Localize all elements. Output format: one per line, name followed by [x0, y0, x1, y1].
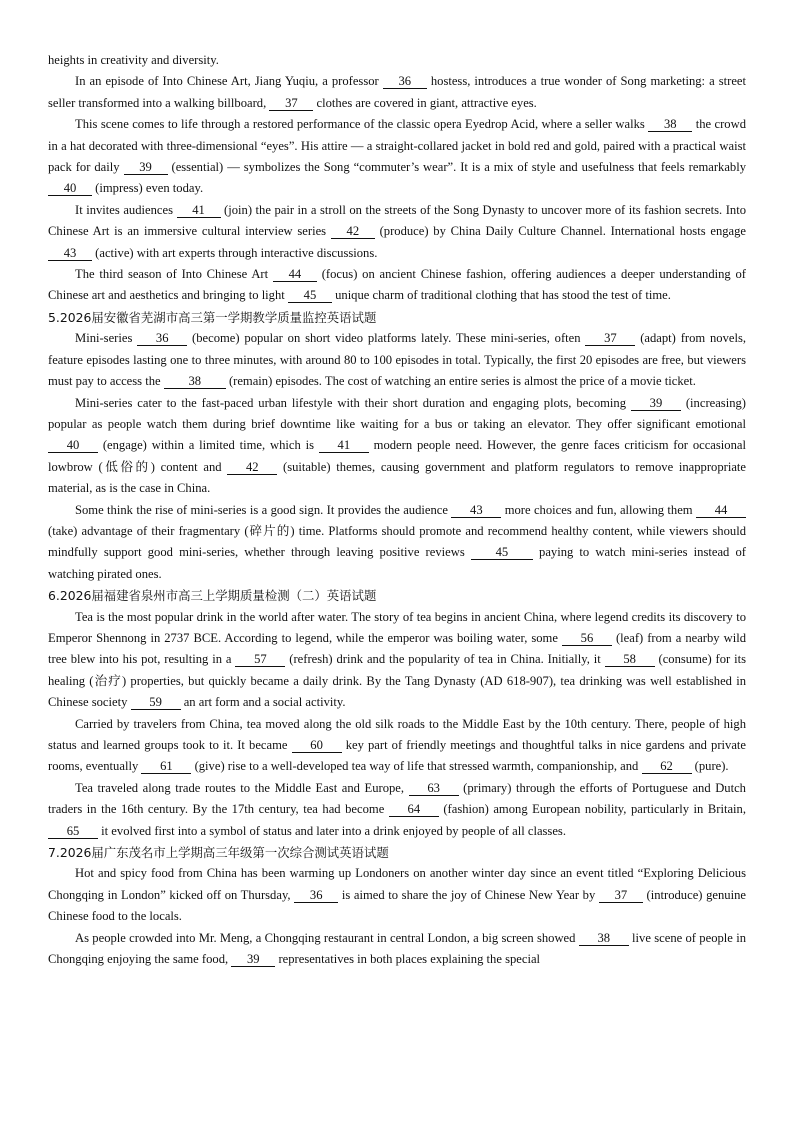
- sentence: more choices and fun, allowing them: [504, 502, 693, 517]
- blank-37: 37: [585, 331, 635, 346]
- sentence: (increasing) popular as people watch them during brief downtime like waiting for a bus or taking an elevator. They offer significant emotional: [48, 395, 746, 431]
- blank-43: 43: [451, 503, 501, 518]
- sentence: Tea is the most popular drink in the world after water. The story of tea begins in ancient China, where legend credits its discovery to Emperor Shennong in 2737 BCE. According to legend, while the emperor was boiling water, some: [48, 609, 746, 645]
- blank-59: 59: [131, 695, 181, 710]
- blank-38: 38: [164, 374, 226, 389]
- blank-43: 43: [48, 246, 92, 261]
- sentence: Mini-series cater to the fast-paced urban lifestyle with their short duration and engaging plots, becoming: [75, 395, 627, 410]
- sentence: (essential) — symbolizes the Song “commuter’s wear”. It is a mix of style and usefulness that feels remarkably: [171, 160, 746, 175]
- sentence: it evolved first into a symbol of status and later into a drink enjoyed by people of all classes.: [101, 823, 566, 838]
- sentence: (focus) on ancient Chinese fashion, offering audiences a deeper understanding of Chinese art and aesthetics and bringing to light: [48, 267, 746, 303]
- intro-tail: [48, 50, 746, 71]
- sentence: representatives in both places explaining the special: [278, 952, 541, 967]
- blank-41: 41: [177, 203, 221, 218]
- blank-37: 37: [269, 96, 313, 111]
- passage7-paragraph-2: [48, 928, 746, 971]
- passage6-paragraph-2: [48, 714, 746, 778]
- blank-45: 45: [471, 545, 533, 560]
- passage5-paragraph-2: [48, 393, 746, 500]
- sentence: unique charm of traditional clothing that has stood the test of time.: [335, 288, 671, 303]
- sentence: Mini-series: [75, 331, 133, 346]
- sentence: (impress) even today.: [95, 181, 204, 196]
- blank-62: 62: [642, 759, 692, 774]
- sentence: (refresh) drink and the popularity of tea in China. Initially, it: [289, 652, 601, 667]
- blank-60: 60: [292, 738, 342, 753]
- blank-45: 45: [288, 288, 332, 303]
- sentence: (leaf) from a nearby wild tree blew into his pot, resulting in a: [48, 630, 746, 667]
- blank-38: 38: [579, 931, 629, 946]
- sentence: the crowd in a hat decorated with three-dimensional “eyes”. His attire — a straight-collared jacket in bold red and gold, paired with a practical waist pack for daily: [48, 117, 746, 175]
- passage7-paragraph-1: [48, 863, 746, 927]
- sentence: (remain) episodes. The cost of watching an entire series is almost the price of a movie ticket.: [228, 374, 696, 389]
- passage5-heading: 5.2026届安徽省芜湖市高三第一学期教学质量监控英语试题: [48, 309, 377, 325]
- blank-40: 40: [48, 181, 92, 196]
- blank-57: 57: [235, 652, 285, 667]
- passage6-paragraph-3: [48, 778, 746, 842]
- sentence: is aimed to share the joy of Chinese New Year by: [341, 887, 596, 902]
- sentence: modern people need. However, the genre faces criticism for occasional lowbrow (低俗的) content and: [48, 438, 746, 474]
- sentence: Some think the rise of mini-series is a good sign. It provides the audience: [75, 502, 448, 517]
- sentence: (active) with art experts through interactive discussions.: [95, 245, 378, 260]
- sentence: key part of friendly meetings and thoughtful talks in nice gardens and private rooms, eventually: [48, 738, 747, 774]
- blank-41: 41: [319, 438, 369, 453]
- sentence: hostess, introduces a true wonder of Song marketing: a street seller transformed into a walking billboard,: [48, 74, 747, 110]
- passage4-paragraph-2: [48, 114, 746, 200]
- sentence: (introduce) genuine Chinese food to the locals.: [48, 887, 746, 924]
- sentence: (pure).: [694, 759, 729, 774]
- passage4-paragraph-1: [48, 71, 746, 114]
- passage7-heading: 7.2026届广东茂名市上学期高三年级第一次综合测试英语试题: [48, 845, 389, 861]
- sentence: (produce) by China Daily Culture Channel. International hosts engage: [379, 224, 747, 239]
- sentence: This scene comes to life through a restored performance of the classic opera Eyedrop Acid, where a seller walks: [75, 117, 645, 132]
- sentence: (give) rise to a well-developed tea way of life that stressed warmth, companionship, and: [194, 759, 639, 774]
- sentence: (become) popular on short video platforms lately. These mini-series, often: [192, 331, 581, 346]
- sentence: paying to watch mini-series instead of watching pirated ones.: [48, 545, 746, 581]
- passage5-paragraph-1: [48, 328, 746, 392]
- blank-58: 58: [605, 652, 655, 667]
- blank-36: 36: [137, 331, 187, 346]
- passage6-paragraph-1: [48, 607, 746, 714]
- sentence: Carried by travelers from China, tea moved along the old silk roads to the Middle East by the 10th century. There, people of high status and learned groups took to it. It became: [48, 716, 746, 752]
- sentence: (suitable) themes, causing government and platform regulators to remove inappropriate material, as is the case in China.: [48, 459, 747, 496]
- passage4-paragraph-3: [48, 200, 746, 264]
- sentence: Tea traveled along trade routes to the Middle East and Europe,: [75, 780, 405, 795]
- sentence: It invites audiences: [75, 202, 173, 217]
- sentence: (join) the pair in a stroll on the streets of the Song Dynasty to uncover more of its fashion secrets. Into Chinese Art is an immersive cultural interview series: [48, 202, 746, 239]
- blank-44: 44: [273, 267, 317, 282]
- sentence: live scene of people in Chongqing enjoying the same food,: [48, 930, 746, 967]
- document-page: [48, 50, 746, 970]
- sentence: (primary) through the efforts of Portuguese and Dutch traders in the 16th century. By the 17th century, tea had become: [48, 780, 746, 817]
- sentence: (fashion) among European nobility, particularly in Britain,: [443, 802, 746, 817]
- sentence: (consume) for its healing (治疗) properties, but quickly became a daily drink. By the Tang Dynasty (AD 618-907), tea drinking was well established in Chinese society: [48, 652, 747, 710]
- sentence: As people crowded into Mr. Meng, a Chongqing restaurant in central London, a big screen showed: [75, 930, 576, 945]
- blank-42: 42: [331, 224, 375, 239]
- sentence: In an episode of Into Chinese Art, Jiang Yuqiu, a professor: [75, 74, 379, 89]
- passage6-heading: 6.2026届福建省泉州市高三上学期质量检测（二）英语试题: [48, 588, 377, 604]
- blank-63: 63: [409, 781, 459, 796]
- sentence: heights in creativity and diversity.: [48, 53, 219, 67]
- passage5-paragraph-3: [48, 500, 746, 586]
- blank-61: 61: [141, 759, 191, 774]
- sentence: (take) advantage of their fragmentary (碎片的) time. Platforms should promote and recommend healthy content, while viewers should mindfully support good mini-series, whether through leaving positive reviews: [48, 523, 746, 560]
- blank-40: 40: [48, 438, 98, 453]
- blank-38: 38: [648, 117, 692, 132]
- blank-36: 36: [294, 888, 338, 903]
- blank-39: 39: [124, 160, 168, 175]
- blank-39: 39: [231, 952, 275, 967]
- blank-64: 64: [389, 802, 439, 817]
- blank-65: 65: [48, 824, 98, 839]
- sentence: an art form and a social activity.: [183, 695, 346, 710]
- sentence: clothes are covered in giant, attractive eyes.: [316, 95, 537, 110]
- blank-39: 39: [631, 396, 681, 411]
- sentence: Hot and spicy food from China has been warming up Londoners on another winter day since an event titled “Exploring Delicious Chongqing in London” kicked off on Thursday,: [48, 866, 746, 902]
- blank-36: 36: [383, 74, 427, 89]
- blank-44: 44: [696, 503, 746, 518]
- blank-37: 37: [599, 888, 643, 903]
- sentence: (adapt) from novels, feature episodes lasting one to three minutes, with around 80 to 100 episodes in total. Typically, the first 20 episodes are free, but viewers must pay to access the: [48, 331, 747, 389]
- blank-42: 42: [227, 460, 277, 475]
- blank-56: 56: [562, 631, 612, 646]
- sentence: The third season of Into Chinese Art: [75, 267, 269, 282]
- sentence: (engage) within a limited time, which is: [102, 438, 314, 453]
- passage4-paragraph-4: [48, 264, 746, 307]
